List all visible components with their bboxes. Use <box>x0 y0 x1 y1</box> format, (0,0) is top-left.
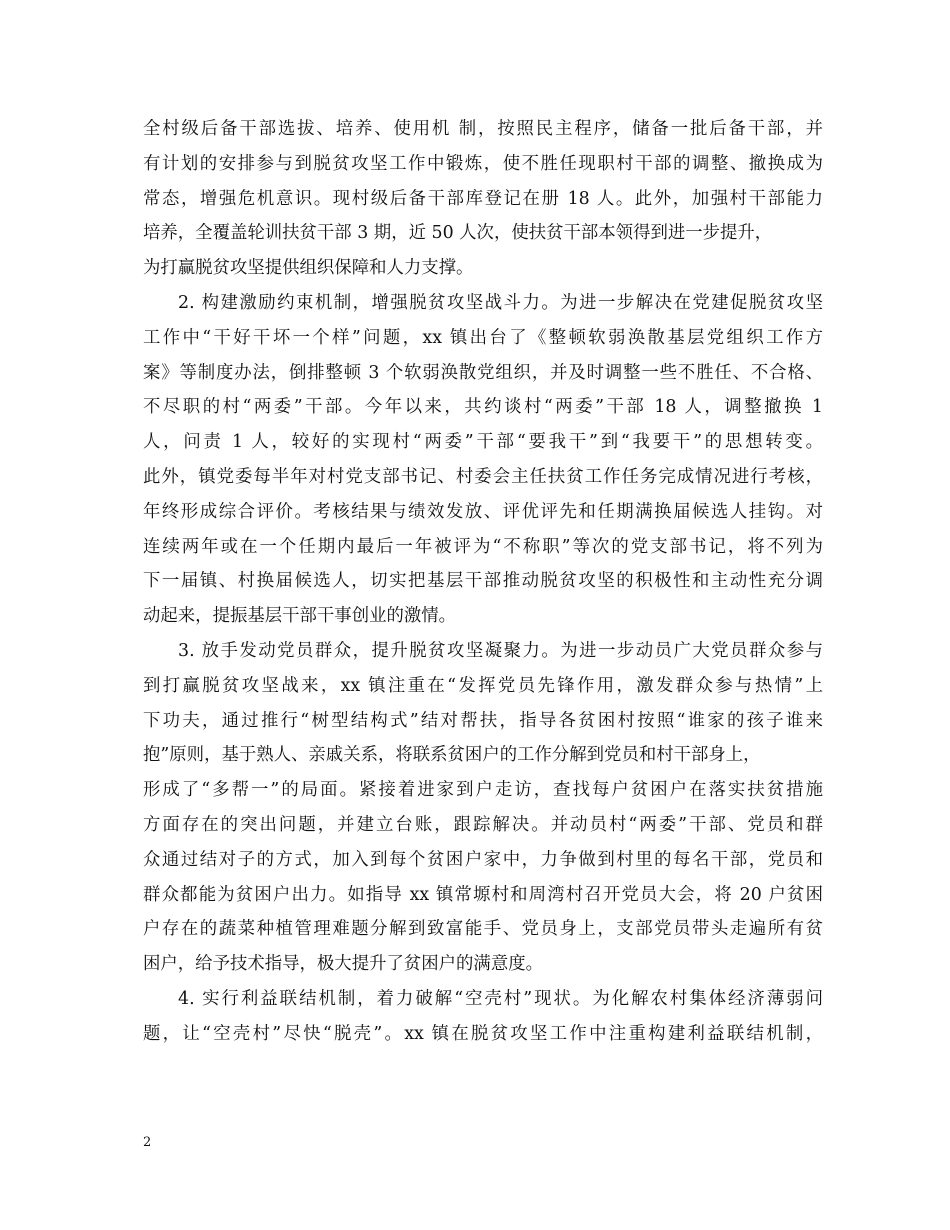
text-line: 抱”原则，基于熟人、亲戚关系，将联系贫困户的工作分解到党员和村干部身上， <box>143 745 761 766</box>
text-line: 下一届镇、村换届候选人，切实把基层干部推动脱贫攻坚的积极性和主动性充分调 <box>143 571 823 592</box>
text-line: 连续两年或在一个任期内最后一年被评为“不称职”等次的党支部书记，将不列为 <box>143 536 823 557</box>
text-line: 工作中“干好干坏一个样”问题，xx 镇出台了《整顿软弱涣散基层党组织工作方 <box>143 327 823 348</box>
text-line: 全村级后备干部选拔、培养、使用机 制，按照民主程序，储备一批后备干部，并 <box>143 119 823 139</box>
text-line: 题，让“空壳村”尽快“脱壳”。xx 镇在脱贫攻坚工作中注重构建利益联结机制， <box>143 1023 823 1044</box>
text-line: 户存在的蔬菜种植管理难题分解到致富能手、党员身上，支部党员带头走遍所有贫 <box>143 919 823 940</box>
text-line: 困户，给予技术指导，极大提升了贫困户的满意度。 <box>143 954 543 975</box>
text-line: 众通过结对子的方式，加入到每个贫困户家中，力争做到村里的每名干部，党员和 <box>143 849 823 870</box>
text-line: 常态，增强危机意识。现村级后备干部库登记在册 18 人。此外，加强村干部能力 <box>143 188 823 209</box>
body-text <box>143 112 823 1052</box>
text-line: 培养，全覆盖轮训扶贫干部 3 期，近 50 人次，使扶贫干部本领得到进一步提升， <box>143 223 773 244</box>
text-line: 不尽职的村“两委”干部。今年以来，共约谈村“两委”干部 18 人，调整撤换 1 <box>143 397 823 418</box>
page-number: 2 <box>143 1135 152 1150</box>
text-line: 动起来，提振基层干部干事创业的激情。 <box>143 606 457 627</box>
text-line: 到打赢脱贫攻坚战来，xx 镇注重在“发挥党员先锋作用，激发群众参与热情”上 <box>143 675 823 696</box>
text-line: 人，问责 1 人，较好的实现村“两委”干部“要我干”到“我要干”的思想转变。 <box>143 432 823 453</box>
text-line: 下功夫，通过推行“树型结构式”结对帮扶，指导各贫困村按照“谁家的孩子谁来 <box>143 710 823 731</box>
text-line: 有计划的安排参与到脱贫攻坚工作中锻炼，使不胜任现职村干部的调整、撤换成为 <box>143 153 823 174</box>
text-line: 此外，镇党委每半年对村党支部书记、村委会主任扶贫工作任务完成情况进行考核， <box>143 466 823 487</box>
text-line: 3. 放手发动党员群众，提升脱贫攻坚凝聚力。为进一步动员广大党员群众参与 <box>178 640 823 661</box>
text-line: 年终形成综合评价。考核结果与绩效发放、评优评先和任期满换届候选人挂钩。对 <box>143 501 823 522</box>
text-line: 4. 实行利益联结机制，着力破解“空壳村”现状。为化解农村集体经济薄弱问 <box>178 988 823 1009</box>
text-line: 案》等制度办法，倒排整顿 3 个软弱涣散党组织，并及时调整一些不胜任、不合格、 <box>143 362 823 383</box>
text-line: 群众都能为贫困户出力。如指导 xx 镇常塬村和周湾村召开党员大会，将 20 户贫困 <box>143 884 823 905</box>
text-line: 2. 构建激励约束机制，增强脱贫攻坚战斗力。为进一步解决在党建促脱贫攻坚 <box>178 292 823 313</box>
text-line: 形成了“多帮一”的局面。紧接着进家到户走访，查找每户贫困户在落实扶贫措施 <box>143 780 823 801</box>
text-line: 为打赢脱贫攻坚提供组织保障和人力支撑。 <box>143 258 474 279</box>
text-line: 方面存在的突出问题，并建立台账，跟踪解决。并动员村“两委”干部、党员和群 <box>143 814 823 835</box>
